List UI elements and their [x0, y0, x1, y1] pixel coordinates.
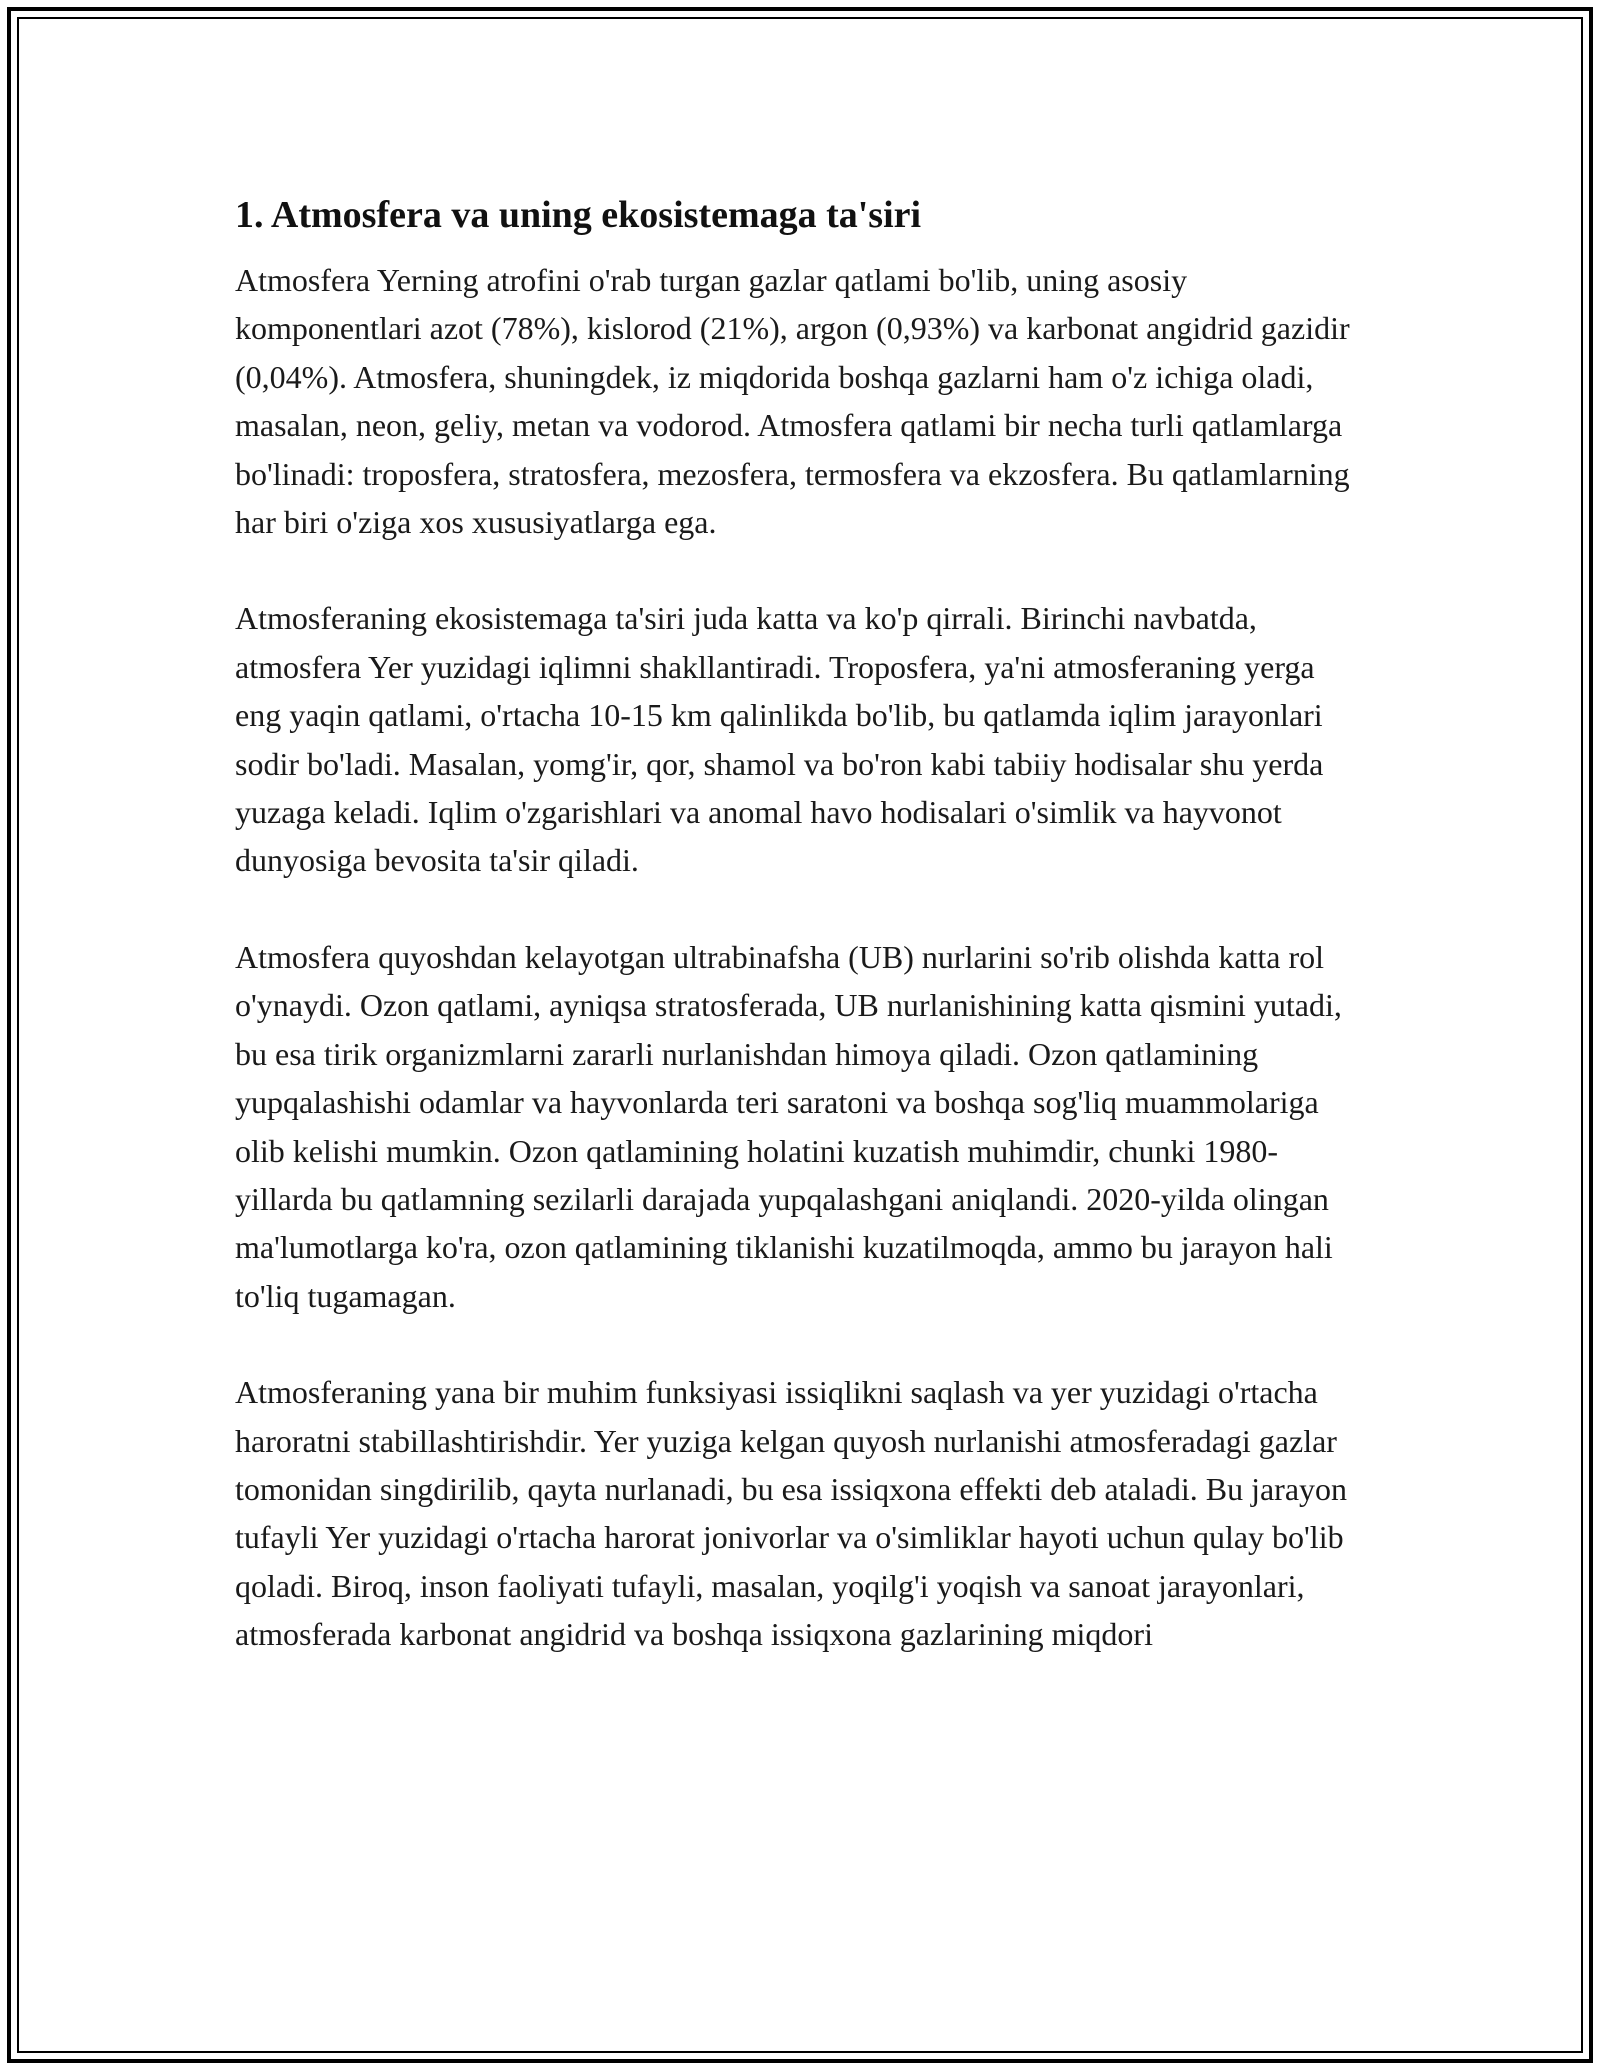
paragraph-ozone-layer: Atmosfera quyoshdan kelayotgan ultrabinafsha (UB) nurlarini so'rib olishda katta rol o'ynaydi. Ozon qatlami, ayniqsa stratosferada, UB nurlanishining katta qismini yutadi, bu esa tirik organizmlarni zararli nurlanishdan himoya qiladi. Ozon qatlamining yupqalashishi odamlar va hayvonlarda teri saratoni va boshqa sog'liq muammolariga olib kelishi mumkin. Ozon qatlamining holatini kuzatish muhimdir, chunki 1980-yillarda bu qatlamning sezilarli darajada yupqalashgani aniqlandi. 2020-yilda olingan ma'lumotlarga ko'ra, ozon qatlamining tiklanishi kuzatilmoqda, ammo bu jarayon hali to'liq tugamagan. [235, 938, 1342, 1314]
document-body [235, 185, 1365, 1659]
section-heading: 1. Atmosfera va uning ekosistemaga ta'siri [235, 194, 922, 236]
paragraph-atmosphere-composition: Atmosfera Yerning atrofini o'rab turgan gazlar qatlami bo'lib, uning asosiy komponentlari azot (78%), kislorod (21%), argon (0,93%) va karbonat angidrid gazidir (0,04%). Atmosfera, shuningdek, iz miqdorida boshqa gazlarni ham o'z ichiga oladi, masalan, neon, geliy, metan va vodorod. Atmosfera qatlami bir necha turli qatlamlarga bo'linadi: troposfera, stratosfera, mezosfera, termosfera va ekzosfera. Bu qatlamlarning har biri o'ziga xos xususiyatlarga ega. [235, 262, 1350, 541]
paragraph-greenhouse-effect: Atmosferaning yana bir muhim funksiyasi issiqlikni saqlash va yer yuzidagi o'rtacha haroratni stabillashtirishdir. Yer yuziga kelgan quyosh nurlanishi atmosferadagi gazlar tomonidan singdirilib, qayta nurlanadi, bu esa issiqxona effekti deb ataladi. Bu jarayon tufayli Yer yuzidagi o'rtacha harorat jonivorlar va o'simliklar hayoti uchun qulay bo'lib qoladi. Biroq, inson faoliyati tufayli, masalan, yoqilg'i yoqish va sanoat jarayonlari, atmosferada karbonat angidrid va boshqa issiqxona gazlarining miqdori [235, 1374, 1348, 1653]
paragraph-ecosystem-impact: Atmosferaning ekosistemaga ta'siri juda katta va ko'p qirrali. Birinchi navbatda, atmosfera Yer yuzidagi iqlimni shakllantiradi. Troposfera, ya'ni atmosferaning yerga eng yaqin qatlami, o'rtacha 10-15 km qalinlikda bo'lib, bu qatlamda iqlim jarayonlari sodir bo'ladi. Masalan, yomg'ir, qor, shamol va bo'ron kabi tabiiy hodisalar shu yerda yuzaga keladi. Iqlim o'zgarishlari va anomal havo hodisalari o'simlik va hayvonot dunyosiga bevosita ta'sir qiladi. [235, 600, 1324, 879]
